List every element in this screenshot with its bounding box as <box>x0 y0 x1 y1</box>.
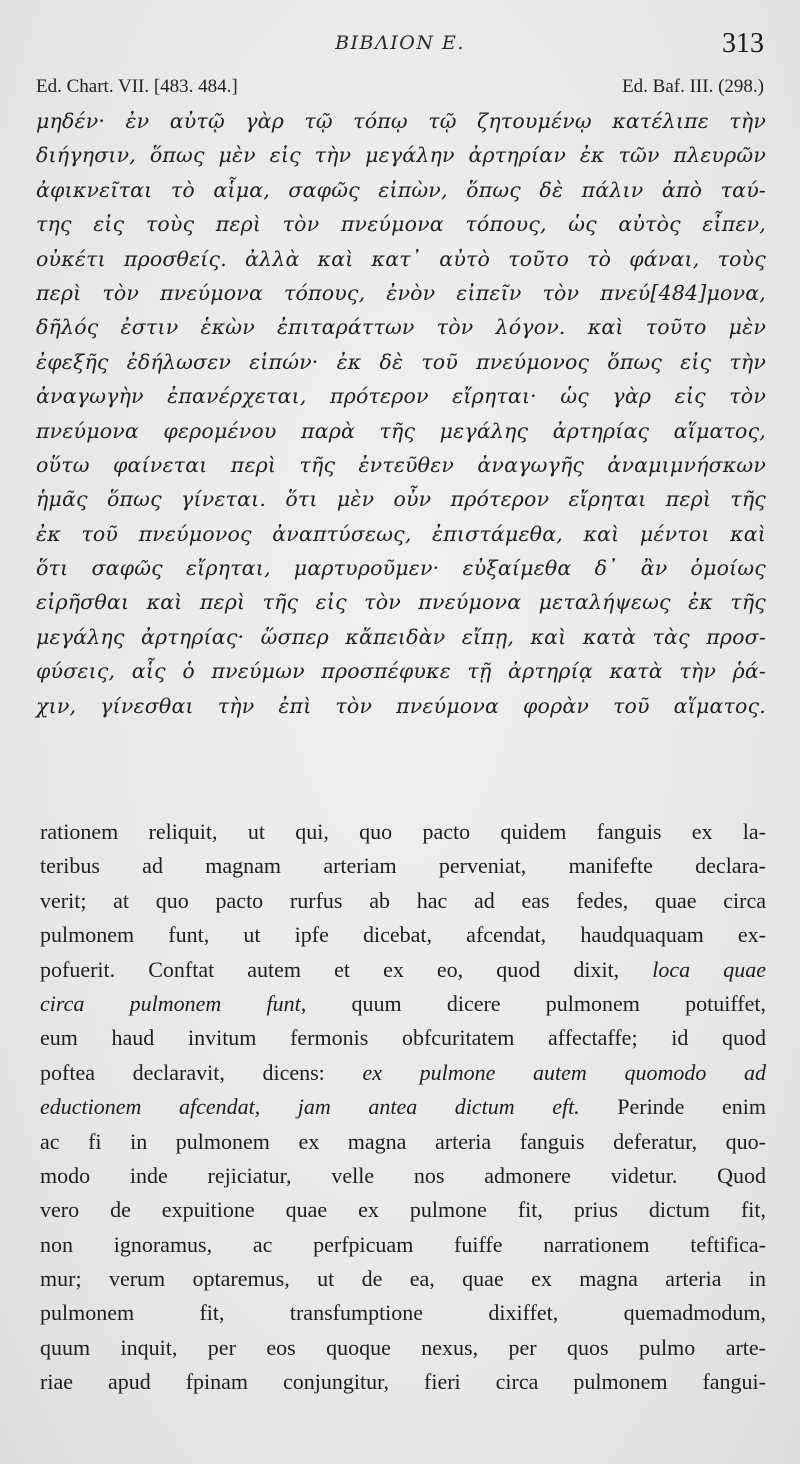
greek-text-line: χιν, γίνεσθαι τὴν ἐπὶ τὸν πνεύμονα φορὰν τοῦ αἵματος. <box>36 693 766 718</box>
latin-text-segment: quum inquit, per eos quoque nexus, per quos pulmo arte- <box>40 1334 766 1360</box>
latin-text-line <box>40 1193 766 1227</box>
latin-text-line <box>40 1159 766 1193</box>
latin-text-segment: mur; verum optaremus, ut de ea, quae ex magna arteria in <box>40 1266 766 1292</box>
latin-text-line <box>40 953 766 987</box>
latin-text-segment: teribus ad magnam arteriam perveniat, manifefte declara- <box>40 853 766 879</box>
greek-text-line: περὶ τὸν πνεύμονα τόπους, ἐνὸν εἰπεῖν τὸν πνεύ[484]μονα, <box>36 280 766 305</box>
latin-text-segment: verit; at quo pacto rurfus ab hac ad eas fedes, quae circa <box>40 887 766 913</box>
latin-text-segment: vero de expuitione quae ex pulmone fit, prius dictum fit, <box>40 1197 766 1223</box>
page-number: 313 <box>722 28 764 59</box>
latin-text-line <box>40 815 766 849</box>
latin-text-line <box>40 918 766 952</box>
latin-text-segment: Perinde enim <box>579 1094 766 1120</box>
greek-text-line: διήγησιν, ὅπως μὲν εἰς τὴν μεγάλην ἀρτηρίαν ἐκ τῶν πλευρῶν <box>36 143 766 168</box>
greek-text-line: εἰρῆσθαι καὶ περὶ τῆς εἰς τὸν πνεύμονα μεταλήψεως ἐκ τῆς <box>36 590 766 615</box>
latin-text-segment: ac fi in pulmonem ex magna arteria fanguis deferatur, quo- <box>40 1128 766 1154</box>
latin-text-line <box>40 1331 766 1365</box>
edition-reference-basel: Ed. Baf. III. (298.) <box>622 76 764 97</box>
greek-text-line: ἀφικνεῖται τὸ αἷμα, σαφῶς εἰπὼν, ὅπως δὲ πάλιν ἀπὸ ταύ- <box>36 177 766 202</box>
latin-text-line <box>40 1296 766 1330</box>
latin-text-line <box>40 1021 766 1055</box>
greek-text-line: ἀναγωγὴν ἐπανέρχεται, πρότερον εἴρηται· ὡς γὰρ εἰς τὸν <box>36 384 766 409</box>
edition-reference-line <box>36 76 764 102</box>
greek-text-line: ἡμᾶς ὅπως γίνεται. ὅτι μὲν οὖν πρότερον εἴρηται περὶ τῆς <box>36 487 766 512</box>
greek-text-line: της εἰς τοὺς περὶ τὸν πνεύμονα τόπους, ὡς αὐτὸς εἶπεν, <box>36 212 766 237</box>
latin-italic-quote: circa pulmonem funt, <box>40 990 307 1016</box>
latin-text-line <box>40 1228 766 1262</box>
latin-italic-quote: ex pulmone autem quomodo ad <box>362 1059 766 1085</box>
greek-text-line: μεγάλης ἀρτηρίας· ὥσπερ κἄπειδὰν εἴπῃ, καὶ κατὰ τὰς προσ- <box>36 624 766 649</box>
latin-text-segment: quum dicere pulmonem potuiffet, <box>306 990 767 1016</box>
greek-text-line: ἐφεξῆς ἐδήλωσεν εἰπών· ἐκ δὲ τοῦ πνεύμονος ὅπως εἰς τὴν <box>36 349 766 374</box>
latin-text-segment: pofuerit. Conftat autem et ex eo, quod dixit, <box>40 956 653 982</box>
greek-text-block <box>36 104 766 723</box>
latin-text-line <box>40 884 766 918</box>
greek-text-line: φύσεις, αἷς ὁ πνεύμων προσπέφυκε τῇ ἀρτηρίᾳ κατὰ τὴν ῥά- <box>36 659 766 684</box>
greek-text-line: μηδέν· ἐν αὐτῷ γὰρ τῷ τόπῳ τῷ ζητουμένῳ κατέλιπε τὴν <box>36 109 766 133</box>
latin-text-segment: poftea declaravit, dicens: <box>40 1059 363 1085</box>
latin-text-line <box>40 1090 766 1124</box>
latin-text-segment: modo inde rejiciatur, velle nos admonere videtur. Quod <box>40 1162 766 1188</box>
latin-text-segment: eum haud invitum fermonis obfcuritatem affectaffe; id quod <box>40 1025 766 1051</box>
latin-text-line <box>40 1262 766 1296</box>
latin-text-line <box>40 1365 766 1399</box>
greek-text-line: δῆλός ἐστιν ἑκὼν ἐπιταράττων τὸν λόγον. καὶ τοῦτο μὲν <box>36 315 766 340</box>
greek-text-line: οὐκέτι προσθείς. ἀλλὰ καὶ κατ᾽ αὐτὸ τοῦτο τὸ φάναι, τοὺς <box>36 246 766 271</box>
latin-text-block <box>40 815 766 1400</box>
greek-text-line: ὅτι σαφῶς εἴρηται, μαρτυροῦμεν· εὐξαίμεθα δ᾽ ἂν ὁμοίως <box>36 556 766 581</box>
running-head <box>0 28 800 68</box>
latin-text-segment: non ignoramus, ac perfpicuam fuiffe narrationem teftifica- <box>40 1231 766 1257</box>
latin-text-line <box>40 1056 766 1090</box>
latin-italic-quote: eductionem afcendat, jam antea dictum eft. <box>40 1094 580 1120</box>
greek-text-line: πνεύμονα φερομένου παρὰ τῆς μεγάλης ἀρτηρίας αἵματος, <box>36 418 766 443</box>
latin-text-segment: rationem reliquit, ut qui, quo pacto quidem fanguis ex la- <box>40 819 766 844</box>
latin-italic-quote: loca quae <box>652 956 766 982</box>
greek-text-line: οὕτω φαίνεται περὶ τῆς ἐντεῦθεν ἀναγωγῆς ἀναμιμνήσκων <box>36 452 766 477</box>
latin-text-line <box>40 1125 766 1159</box>
latin-text-line <box>40 849 766 883</box>
latin-text-segment: riae apud fpinam conjungitur, fieri circa pulmonem fangui- <box>40 1369 766 1395</box>
latin-text-line <box>40 987 766 1021</box>
greek-text-line: ἐκ τοῦ πνεύμονος ἀναπτύσεως, ἐπιστάμεθα, καὶ μέντοι καὶ <box>36 521 766 546</box>
latin-text-segment: pulmonem fit, transfumptione dixiffet, quemadmodum, <box>40 1300 766 1326</box>
running-title: ΒΙΒΛΙΟΝ Ε. <box>335 32 465 54</box>
edition-reference-chartier: Ed. Chart. VII. [483. 484.] <box>36 76 238 97</box>
latin-text-segment: pulmonem funt, ut ipfe dicebat, afcendat, haudquaquam ex- <box>40 922 766 948</box>
